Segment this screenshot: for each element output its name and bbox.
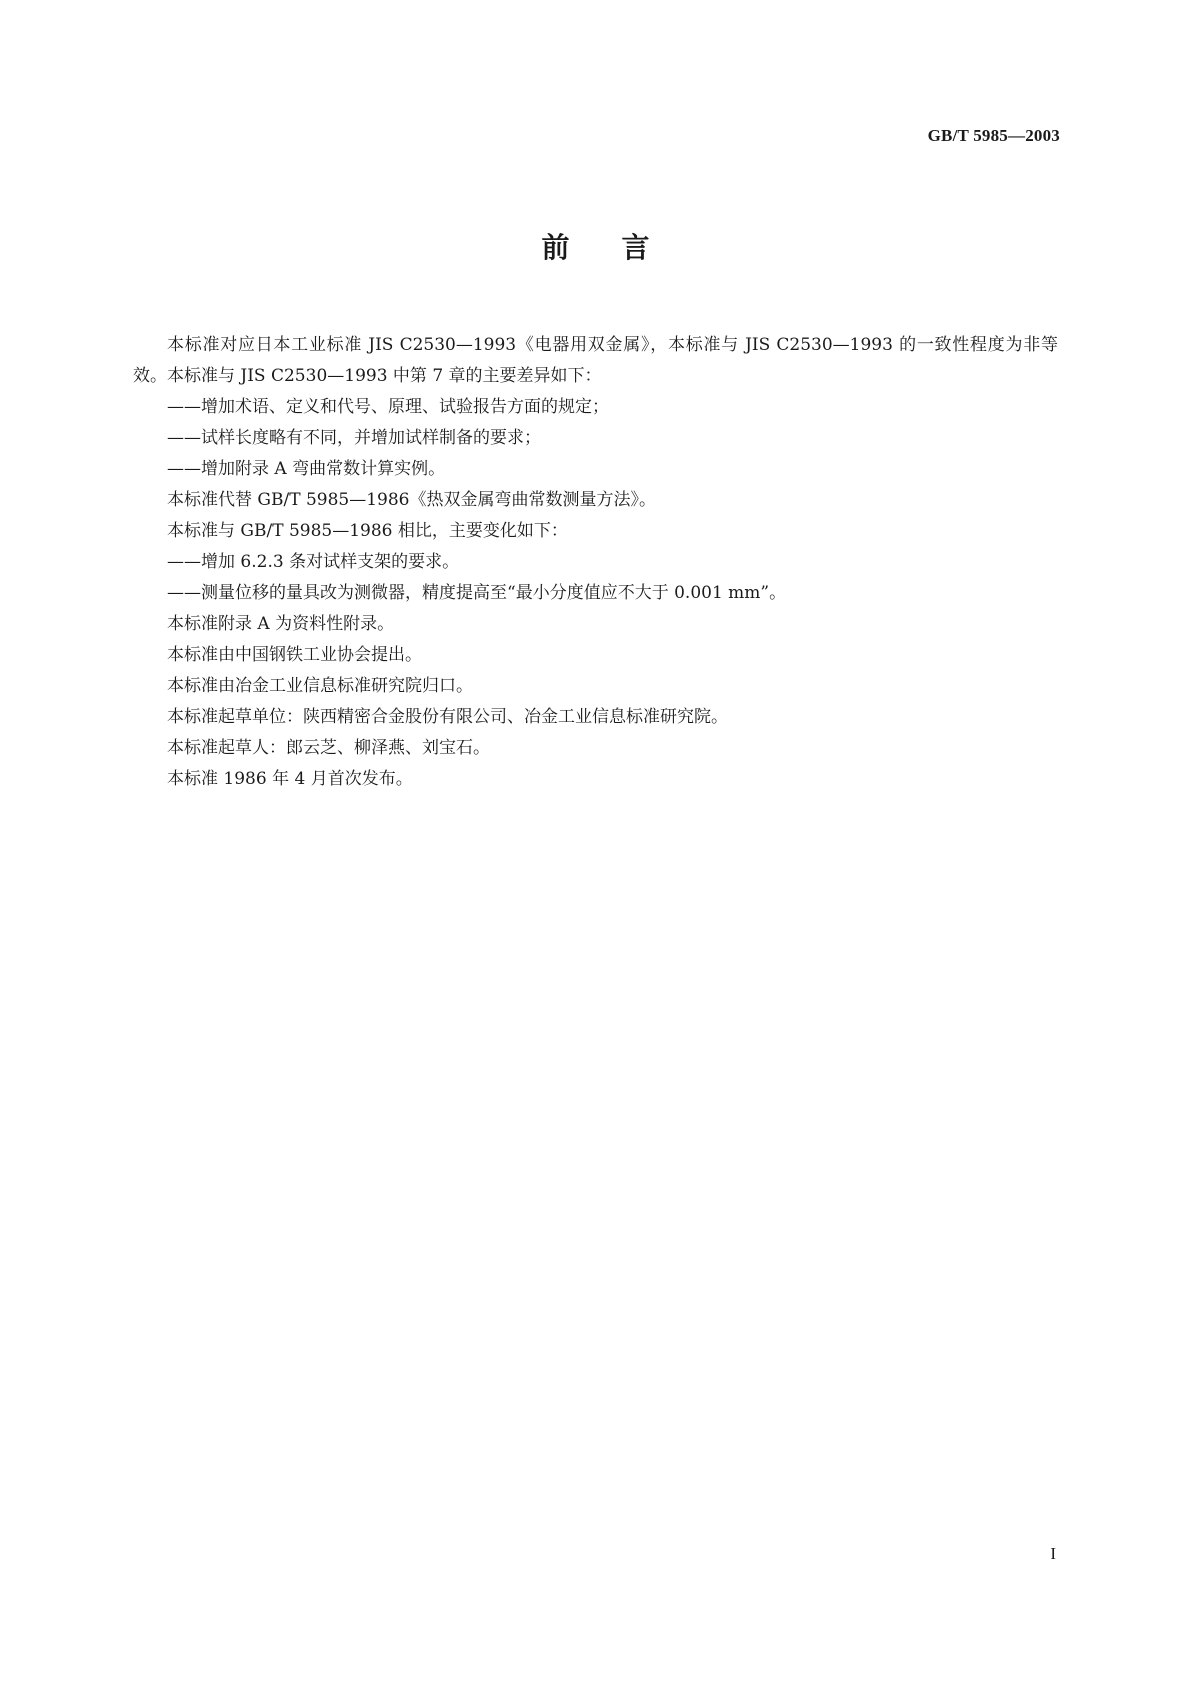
paragraph-drafters: 本标准起草人：郎云芝、柳泽燕、刘宝石。 [167, 738, 490, 758]
paragraph-centralized: 本标准由冶金工业信息标准研究院归口。 [167, 676, 473, 696]
page-number: I [1050, 1544, 1056, 1563]
paragraph-annex-info: 本标准附录 A 为资料性附录。 [167, 614, 395, 634]
paragraph-first-issued: 本标准 1986 年 4 月首次发布。 [167, 769, 413, 789]
paragraph-replaces: 本标准代替 GB/T 5985—1986《热双金属弯曲常数测量方法》。 [167, 490, 656, 510]
dash-item-support: ——增加 6.2.3 条对试样支架的要求。 [167, 552, 460, 572]
dash-item-annex: ——增加附录 A 弯曲常数计算实例。 [167, 459, 446, 479]
page-title: 前言 [541, 231, 702, 264]
paragraph-correspondence: 本标准对应日本工业标准 JIS C2530—1993《电器用双金属》，本标准与 JIS C2530—1993 的一致性程度为非等效。本标准与 JIS C2530—1993 中第 7 章的主要差异如下： [133, 335, 1058, 386]
preface-body [133, 330, 1058, 795]
paragraph-proposer: 本标准由中国钢铁工业协会提出。 [167, 645, 422, 665]
dash-item-terms: ——增加术语、定义和代号、原理、试验报告方面的规定； [167, 397, 609, 417]
paragraph-drafting-units: 本标准起草单位：陕西精密合金股份有限公司、冶金工业信息标准研究院。 [167, 707, 728, 727]
dash-item-sample-length: ——试样长度略有不同，并增加试样制备的要求； [167, 428, 541, 448]
paragraph-changes: 本标准与 GB/T 5985—1986 相比，主要变化如下： [167, 521, 568, 541]
document-code: GB/T 5985—2003 [927, 126, 1060, 145]
dash-item-micrometer: ——测量位移的量具改为测微器，精度提高至“最小分度值应不大于 0.001 mm”。 [167, 583, 787, 603]
